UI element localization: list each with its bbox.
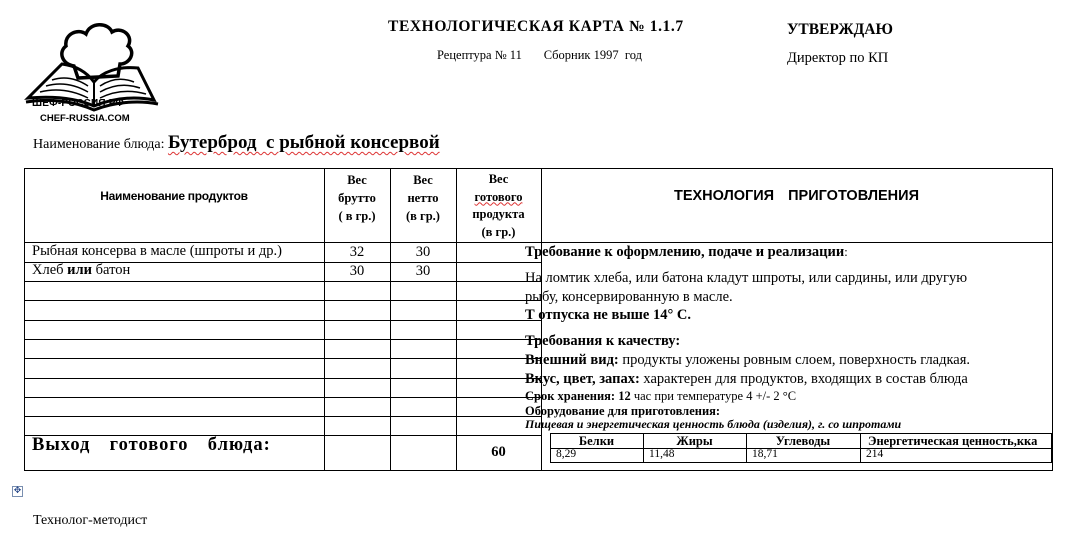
taste-label: Вкус, цвет, запах: <box>525 371 640 387</box>
output-label: Выход готового блюда: <box>32 435 271 455</box>
storage-label: Срок хранения: 12 <box>525 389 631 403</box>
nutrition-value-fat: 11,48 <box>649 448 675 460</box>
nutrition-header-protein: Белки <box>578 433 615 448</box>
dish-label: Наименование блюда: <box>33 137 165 152</box>
output-value: 60 <box>491 444 506 460</box>
header-brutto-l3: ( в гр.) <box>338 209 376 223</box>
dish-name-line <box>33 132 440 154</box>
serving-title-colon: : <box>844 245 848 259</box>
product-row-2-name-b: или <box>67 262 93 278</box>
header-brutto <box>324 170 390 226</box>
nutrition-value-carbs: 18,71 <box>752 448 778 460</box>
approve-label: УТВЕРЖДАЮ <box>787 21 893 38</box>
header-netto-l3: (в гр.) <box>406 209 440 223</box>
header-ready-l4: (в гр.) <box>481 224 516 239</box>
appearance-text: продукты уложены ровным слоем, поверхность гладкая. <box>618 352 971 368</box>
quality-title: Требования к качеству: <box>525 333 681 349</box>
appearance-line <box>525 352 970 369</box>
product-row-1-brutto: 32 <box>349 243 365 260</box>
header-technology: ТЕХНОЛОГИЯ ПРИГОТОВЛЕНИЯ <box>673 188 919 204</box>
nutrition-header-carbs: Углеводы <box>775 433 831 448</box>
header-ready-l3: продукта <box>472 207 525 221</box>
serving-requirements-title <box>525 244 848 261</box>
recipe-line: Рецептура № 11 Сборник 1997 год <box>437 48 642 62</box>
header-netto-l1: Вес <box>413 173 433 187</box>
product-row-1-name: Рыбная консерва в масле (шпроты и др.) <box>32 243 282 259</box>
product-row-1-netto: 30 <box>415 243 431 260</box>
product-row-2-name-c: батон <box>92 262 131 278</box>
director-label: Директор по КП <box>787 50 889 66</box>
nutrition-header-fat: Жиры <box>676 433 713 448</box>
nutrition-value-energy: 214 <box>866 448 884 460</box>
taste-text: характерен для продуктов, входящих в состав блюда <box>639 371 968 387</box>
header-netto-l2: нетто <box>407 191 439 205</box>
logo-text-ru: ШЕФ-РОССИЯ.РФ <box>32 98 125 109</box>
logo-text-en: CHEF-RUSSIA.COM <box>40 113 130 124</box>
header-ready-l2: готового <box>474 189 523 204</box>
nutrition-title: Пищевая и энергетическая ценность блюда (изделия), г. со шпротами <box>525 417 902 431</box>
equipment-line: Оборудование для приготовления: <box>525 404 721 418</box>
serving-temperature: Т отпуска не выше 14° С. <box>525 307 691 323</box>
product-row-2-brutto: 30 <box>349 263 365 279</box>
nutrition-header-energy: Энергетическая ценность,кка <box>868 433 1038 448</box>
card-title: ТЕХНОЛОГИЧЕСКАЯ КАРТА № 1.1.7 <box>388 18 684 35</box>
serving-text-line-1: На ломтик хлеба, или батона кладут шпроты, или сардины, или другую <box>525 270 968 286</box>
header-brutto-l1: Вес <box>347 173 367 187</box>
header-ready <box>456 169 541 243</box>
table-move-handle-icon[interactable]: ✥ <box>13 486 22 496</box>
appearance-label: Внешний вид: <box>525 352 619 368</box>
nutrition-value-protein: 8,29 <box>556 448 577 460</box>
serving-text-line-2: рыбу, консервированную в масле. <box>525 289 733 305</box>
product-row-2-netto: 30 <box>415 263 431 279</box>
header-products: Наименование продуктов <box>100 189 248 203</box>
storage-text: час при температуре 4 +/- 2 °С <box>630 389 797 403</box>
taste-line <box>525 371 968 388</box>
nutrition-table <box>550 433 1052 463</box>
dish-name: Бутерброд с рыбной консервой <box>167 132 440 153</box>
header-netto <box>390 170 456 226</box>
header-brutto-l2: брутто <box>338 191 376 205</box>
header-ready-l1: Вес <box>488 172 509 186</box>
chef-book-logo-icon <box>22 16 162 128</box>
storage-line <box>525 389 796 404</box>
product-row-2-name <box>32 262 130 279</box>
product-row-2-name-a: Хлеб <box>32 262 68 278</box>
serving-title-text: Требование к оформлению, подаче и реализации <box>525 244 845 260</box>
technologist-signature-line: Технолог-методист <box>33 513 148 528</box>
